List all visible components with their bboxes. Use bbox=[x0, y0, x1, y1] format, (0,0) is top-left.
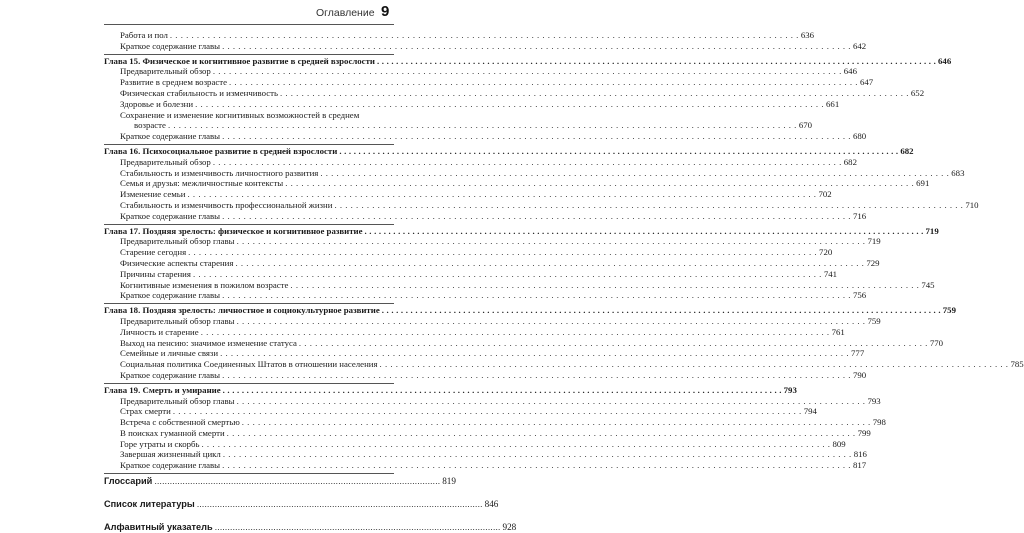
toc-entry-page: 652 bbox=[910, 87, 925, 98]
chapter-page: 682 bbox=[900, 145, 914, 156]
toc-entry-title: Физические аспекты старения bbox=[120, 257, 234, 268]
toc-entry[interactable] bbox=[104, 326, 845, 338]
toc-entry-title: Завершая жизненный цикл bbox=[120, 449, 221, 460]
toc-entry[interactable] bbox=[104, 449, 867, 460]
toc-entry-title: В поисках гуманной смерти bbox=[120, 427, 225, 438]
toc-entry-page: 794 bbox=[803, 406, 817, 417]
toc-entry-page: 720 bbox=[819, 247, 833, 258]
chapter-title: Глава 18. Поздняя зрелость: личностное и социокультурное развитие bbox=[104, 305, 380, 316]
toc-entry-title: Горе утраты и скорбь bbox=[120, 438, 200, 449]
toc-entry[interactable] bbox=[104, 236, 881, 247]
chapter-title: Глава 19. Смерть и умирание bbox=[104, 384, 221, 395]
toc-entry[interactable] bbox=[104, 417, 886, 428]
toc-entry[interactable] bbox=[104, 395, 881, 407]
toc-entry-page: 759 bbox=[867, 315, 881, 326]
chapter-page: 759 bbox=[942, 305, 956, 316]
toc-entry-title: Семейные и личные связи bbox=[120, 348, 219, 359]
toc-entry[interactable] bbox=[104, 199, 979, 211]
toc-entry-page: 683 bbox=[951, 167, 965, 178]
toc-entry-title: Социальная политика Соединенных Штатов в отношении населения bbox=[120, 359, 378, 370]
toc-entry-title: Физическая стабильность и изменчивость bbox=[120, 87, 278, 98]
running-header-title: Оглавление bbox=[316, 7, 375, 19]
toc-entry-page: 729 bbox=[866, 257, 880, 268]
toc-entry-title: Предварительный обзор главы bbox=[120, 315, 235, 326]
toc-entry[interactable] bbox=[104, 348, 865, 359]
toc-entry-title: Предварительный обзор bbox=[120, 156, 211, 167]
toc-entry-title: Стабильность и изменчивость личностного развития bbox=[120, 167, 319, 178]
toc-entry[interactable] bbox=[104, 210, 867, 222]
toc-entry[interactable] bbox=[104, 427, 871, 439]
toc-entry-title: Предварительный обзор главы bbox=[120, 236, 235, 247]
chapter-title: Глава 16. Психосоциальное развитие в средней взрослости bbox=[104, 145, 338, 156]
toc-entry[interactable] bbox=[104, 30, 815, 41]
toc-entry[interactable] bbox=[104, 178, 930, 189]
toc-entry-page: 756 bbox=[853, 290, 867, 301]
toc-entry-title: Семья и друзья: межличностные контексты bbox=[120, 178, 284, 189]
glossary-entry[interactable] bbox=[104, 475, 456, 487]
toc-entry[interactable] bbox=[104, 268, 838, 280]
toc-entry-page: 793 bbox=[867, 395, 881, 406]
toc-entry-title: Краткое содержание главы bbox=[120, 131, 221, 142]
toc-entry-page: 710 bbox=[965, 199, 979, 210]
toc-entry-title: Личность и старение bbox=[120, 326, 199, 337]
section-title: Алфавитный указатель bbox=[104, 522, 213, 533]
toc-entry-page: 702 bbox=[818, 189, 832, 200]
toc-entry-page: 642 bbox=[853, 40, 867, 51]
toc-entry-page: 770 bbox=[929, 337, 944, 348]
toc-entry-page: 661 bbox=[826, 98, 840, 109]
toc-entry[interactable] bbox=[104, 40, 867, 52]
toc-entry-page: 816 bbox=[853, 449, 867, 460]
chapter-divider bbox=[104, 224, 394, 225]
toc-entry-page: 777 bbox=[851, 348, 865, 359]
toc-entry-page: 817 bbox=[853, 460, 867, 471]
section-page: 819 bbox=[442, 476, 456, 487]
toc-entry-title: Краткое содержание главы bbox=[120, 290, 221, 301]
chapter-divider bbox=[104, 144, 394, 145]
toc-entry-page: 719 bbox=[867, 236, 881, 247]
section-page: 928 bbox=[502, 522, 517, 533]
toc-entry[interactable] bbox=[104, 290, 867, 301]
index-entry[interactable] bbox=[104, 521, 517, 533]
toc-entry[interactable] bbox=[104, 66, 857, 77]
chapter-page: 793 bbox=[783, 384, 797, 395]
toc-entry[interactable] bbox=[104, 87, 925, 99]
toc-entry-title: Краткое содержание главы bbox=[120, 369, 221, 380]
toc-entry-title: Предварительный обзор главы bbox=[120, 395, 235, 406]
toc-entry-title: Здоровье и болезни bbox=[120, 98, 194, 109]
chapter-page: 646 bbox=[938, 55, 952, 66]
toc-entry[interactable] bbox=[104, 359, 1024, 370]
toc-entry-page: 682 bbox=[843, 156, 857, 167]
toc-entry[interactable] bbox=[104, 257, 880, 269]
toc-entry-page: 798 bbox=[872, 417, 886, 428]
chapter-divider bbox=[104, 303, 394, 304]
toc-entry[interactable] bbox=[104, 406, 817, 417]
toc-entry-wrapped-first-line[interactable]: Сохранение и изменение когнитивных возможностей в среднем bbox=[120, 109, 360, 120]
toc-entry[interactable] bbox=[104, 438, 846, 450]
toc-entry-title: Стабильность и изменчивость профессиональной жизни bbox=[120, 199, 333, 210]
toc-entry-title: Встреча с собственной смертью bbox=[120, 417, 240, 428]
toc-entry-page: 761 bbox=[831, 326, 845, 337]
toc-entry-page: 741 bbox=[823, 268, 838, 279]
toc-entry-title: Причины старения bbox=[120, 268, 191, 279]
chapter-title: Глава 15. Физическое и когнитивное развитие в средней взрослости bbox=[104, 55, 375, 66]
toc-entry-page: 799 bbox=[857, 427, 871, 438]
toc-entry[interactable] bbox=[104, 247, 833, 258]
chapter-17-heading[interactable] bbox=[104, 225, 939, 237]
toc-entry-page: 790 bbox=[853, 369, 867, 380]
toc-entry-page: 716 bbox=[853, 210, 867, 221]
table-of-contents bbox=[104, 30, 1024, 533]
toc-entry-page: 670 bbox=[798, 120, 813, 131]
toc-entry[interactable] bbox=[104, 131, 867, 142]
toc-entry[interactable] bbox=[104, 167, 965, 179]
toc-entry[interactable] bbox=[104, 369, 867, 381]
toc-entry-page: 646 bbox=[843, 66, 857, 77]
chapter-divider bbox=[104, 383, 394, 384]
toc-entry-title: Развитие в среднем возрасте bbox=[120, 77, 228, 88]
toc-entry-page: 680 bbox=[853, 131, 867, 142]
section-title: Список литературы bbox=[104, 499, 195, 510]
toc-entry-title: Выход на пенсию: значимое изменение статуса bbox=[120, 337, 297, 348]
section-title: Глоссарий bbox=[104, 476, 153, 487]
toc-entry-wrapped-continuation[interactable] bbox=[104, 120, 813, 131]
toc-entry-page: 647 bbox=[859, 77, 874, 88]
toc-entry-title: Краткое содержание главы bbox=[120, 460, 221, 471]
references-entry[interactable] bbox=[104, 498, 499, 510]
toc-entry[interactable] bbox=[104, 189, 832, 200]
toc-entry-title: возрасте bbox=[134, 120, 166, 131]
toc-entry-page: 785 bbox=[1010, 359, 1024, 370]
chapter-title: Глава 17. Поздняя зрелость: физическое и когнитивное развитие bbox=[104, 225, 363, 236]
toc-entry-title: Краткое содержание главы bbox=[120, 210, 221, 221]
chapter-15-heading[interactable] bbox=[104, 55, 952, 67]
section-page: 846 bbox=[484, 499, 499, 510]
toc-entry[interactable] bbox=[104, 77, 874, 88]
toc-entry[interactable] bbox=[104, 279, 935, 291]
toc-entry-title: Предварительный обзор bbox=[120, 66, 211, 77]
toc-entry-title: Когнитивные изменения в пожилом возрасте bbox=[120, 279, 289, 290]
chapter-divider bbox=[104, 473, 394, 474]
page-number: 9 bbox=[381, 3, 390, 20]
header-rule bbox=[104, 24, 394, 25]
toc-entry-page: 636 bbox=[800, 30, 815, 40]
toc-entry-title: Страх смерти bbox=[120, 406, 171, 417]
toc-entry[interactable] bbox=[104, 460, 867, 471]
toc-entry[interactable] bbox=[104, 98, 840, 110]
toc-entry-page: 809 bbox=[832, 438, 846, 449]
chapter-16-heading[interactable] bbox=[104, 145, 914, 157]
chapter-18-heading[interactable] bbox=[104, 305, 956, 316]
chapter-page: 719 bbox=[925, 225, 939, 236]
toc-entry-page: 691 bbox=[916, 178, 930, 189]
chapter-19-heading[interactable] bbox=[104, 384, 797, 396]
chapter-divider bbox=[104, 54, 394, 55]
toc-entry[interactable] bbox=[104, 315, 881, 327]
toc-entry-page: 745 bbox=[921, 279, 935, 290]
toc-entry[interactable] bbox=[104, 337, 944, 349]
toc-entry-title: Работа и пол bbox=[120, 30, 168, 40]
toc-entry-title: Изменение семьи bbox=[120, 189, 186, 200]
toc-entry-title: Старение сегодня bbox=[120, 247, 187, 258]
toc-entry[interactable] bbox=[104, 156, 857, 168]
toc-entry-title: Краткое содержание главы bbox=[120, 40, 221, 51]
